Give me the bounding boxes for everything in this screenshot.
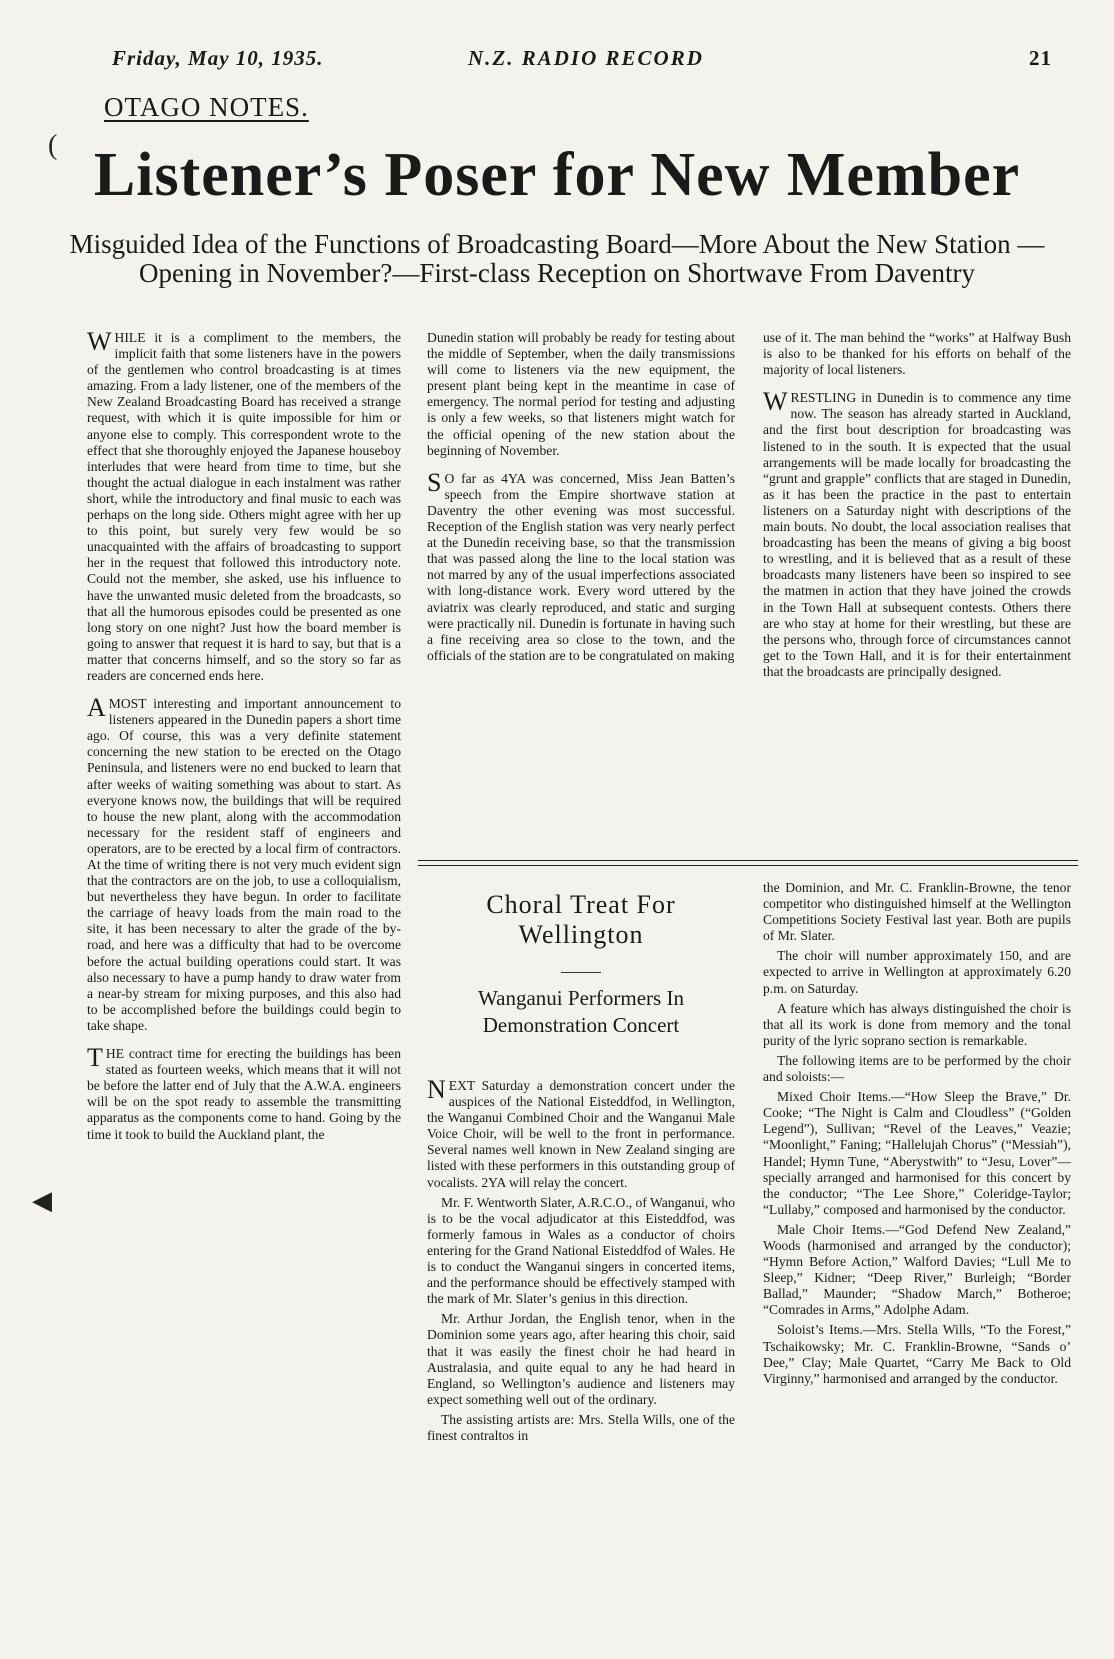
drop-cap: W [87,327,112,356]
article-column-3 [763,330,1071,684]
drop-cap: T [87,1043,103,1073]
publication-name: N.Z. RADIO RECORD [468,46,704,70]
section-divider [418,860,1078,866]
paragraph: The assisting artists are: Mrs. Stella Wills, one of the finest contraltos in [427,1411,735,1443]
paragraph: A feature which has always distinguished the choir is that all its work is done from memory and the tonal purity of the lyric soprano section is remarkable. [763,1000,1071,1048]
issue-date: Friday, May 10, 1935. [112,46,324,70]
paragraph: NEXT Saturday a demonstration concert under the auspices of the National Eisteddfod, in Wellington, the Wanganui Combined Choir and the Wanganui Male Voice Choir, will be well to the front in performance. Several names well known in New Zealand singing are listed with these performers in this outstanding group of vocalists. 2YA will relay the concert. [427,1075,735,1190]
paragraph: use of it. The man behind the “works” at Halfway Bush is also to be thanked for his efforts on behalf of the majority of local listeners. [763,330,1071,378]
paragraph: A MOST interesting and important announcement to listeners appeared in the Dunedin papers a short time ago. Of course, this was a very definite statement concerning the new station to be erected on the Otago Peninsula, and listeners were no end bucked to learn that after weeks of waiting something was about to start. As everyone knows now, the buildings that will be required to house the new plant, along with the accommodation necessary for the resident staff of engineers and operators, are to be erected by a local firm of contractors. At the time of writing there is not very much evident sign that the contractors are on the job, to use a colloquialism, but nevertheless they have begun. In order to facilitate the carriage of heavy loads from the main road to the site, it has been necessary to alter the grade of the by-road, and here was a difficulty that had to be overcome before the actual building operations could start. It was also necessary to have a pump handy to draw water from a near-by stream for mixing purposes, and this also had to be accomplished before the buildings could begin to take shape. [87,693,401,1033]
article-headline: Listener’s Poser for New Member [93,141,1021,209]
paragraph: The following items are to be performed by the choir and soloists:— [763,1052,1071,1085]
paragraph: THE contract time for erecting the buildings has been stated as fourteen weeks, which means that it will not be before the latter end of July that the A.W.A. engineers will be on the spot ready to assemble the transmitting apparatus as the components come to hand. Going by the time it took to build the Auckland plant, the [87,1043,401,1142]
page-number: 21 [1029,46,1052,70]
choral-headline: Choral Treat For Wellington [486,890,676,949]
paragraph: S O far as 4YA was concerned, Miss Jean Batten’s speech from the Empire shortwave station at Daventry the other evening was most successful. Reception of the English station was very nearly perfect at the Dunedin receiving base, so that the transmission that was passed along the line to the local station was not marred by any of the usual imperfections associated with long-distance work. Every word uttered by the aviatrix was clearly reproduced, and static and surging were practically nil. Dunedin is fortunate in having such a fine receiving area so close to the town, and the officials of the station are to be congratulated on making [427,467,735,663]
margin-arrow-icon: ◀ [32,1186,52,1215]
choral-column-1 [427,1075,735,1448]
paragraph: Mr. Arthur Jordan, the English tenor, when in the Dominion some years ago, after hearing this choir, said that it was easily the finest choir he had heard in Australasia, and quite equal to any he had heard in England, so Wellington’s audience and listeners may expect something well out of the ordinary. [427,1311,735,1407]
paragraph: Dunedin station will probably be ready for testing about the middle of September, when the daily transmissions will come to listeners via the new equipment, the present plant being kept in the meantime in case of emergency. The normal period for testing and adjusting is only a few weeks, so that listeners might watch for the official opening of the new station about the beginning of November. [427,330,735,458]
paragraph: Soloist’s Items.—Mrs. Stella Wills, “To the Forest,” Tschaikowsky; Mr. C. Franklin-Browne, “Sands o’ Dee,” Clay; Male Quartet, “Carry Me Back to Old Virginny,” harmonised and arranged by the conductor. [763,1322,1071,1386]
drop-cap: S [427,467,442,497]
paragraph: The choir will number approximately 150, and are expected to arrive in Wellington at approximately 6.20 p.m. on Saturday. [763,948,1071,996]
paragraph: Mr. F. Wentworth Slater, A.R.C.O., of Wanganui, who is to be the vocal adjudicator at this Eisteddfod, was formerly famous in Wales as a conductor of choirs entering for the Grand National Eisteddfod of Wales. He is to conduct the Wanganui singers in concerted items, and the performance should be effectively stamped with the mark of Mr. Slater’s genius in this direction. [427,1194,735,1307]
headline-divider [561,972,601,973]
section-title: OTAGO NOTES. [104,92,309,122]
paragraph: the Dominion, and Mr. C. Franklin-Browne, the tenor competitor who distinguished himself at the Wellington Competitions Society Festival last year. Both are pupils of Mr. Slater. [763,880,1071,944]
margin-bracket-icon: ( [48,130,58,161]
paragraph: Mixed Choir Items.—“How Sleep the Brave,” Dr. Cooke; “The Night is Calm and Cloudless” (“Golden Legend”), Sullivan; “Revel of the Leaves,” Veazie; “Moonlight,” Faning; “Hallelujah Chorus” (“Messiah”), Handel; Hymn Tune, “Aberystwith” to “Jesu, Lover”—specially arranged and harmonised for this concert by the conductor; “The Lee Shore,” Coleridge-Taylor; “Lullaby,” composed and harmonised by the conductor. [763,1089,1071,1217]
masthead [112,46,1052,76]
drop-cap: W [763,387,788,417]
paragraph: WRESTLING in Dunedin is to commence any time now. The season has already started in Auckland, and the first bout description for broadcasting was listened to in the south. It is expected that the usual arrangements will be made locally for broadcasting the “grunt and grapple” conflicts that are staged in Dunedin, as it has been the practice in the past to entertain listeners on a Saturday night with descriptions of the main bouts. No doubt, the local association realises that broadcasting has been the means of giving a big boost to wrestling, and it is believed that as a result of these broadcasts many listeners have been so inspired to see the matmen in action that they have joined the crowds in the Town Hall at subsequent contests. Others there are who stay at home for their wrestling, but these are the persons who, through force of circumstances cannot get to the Town Hall, and it is for their entertainment that the broadcasts are principally designed. [763,387,1071,679]
choral-column-2 [763,880,1071,1391]
article-deck: Misguided Idea of the Functions of Broadcasting Board—More About the New Station — Opening in November?—First-class Reception on Shortwave From Daventry [69,229,1045,288]
drop-cap: N [427,1075,446,1104]
paragraph: Male Choir Items.—“God Defend New Zealand,” Woods (harmonised and arranged by the conductor); “Hymn Before Action,” Walford Davies; “Lull Me to Sleep,” Kidner; “Deep River,” Burleigh; “Border Ballad,” Maunder; “Shadow March,” Botheroe; “Comrades in Arms,” Adolphe Adam. [763,1221,1071,1318]
drop-cap: A [87,693,106,723]
article-column-2 [427,330,735,668]
article-column-1 [87,327,401,1147]
choral-subhead: Wanganui Performers In Demonstration Concert [478,986,684,1037]
paragraph: WHILE it is a compliment to the members, the implicit faith that some listeners have in the powers of the gentlemen who control broadcasting is at times amazing. From a lady listener, one of the members of the New Zealand Broadcasting Board has received a strange request, with which it is quite impossible for him or anyone else to comply. This correspondent wrote to the effect that she thoroughly enjoyed the Japanese houseboy interludes that were heard from time to time, but she thought the actual dialogue in each instalment was rather short, while the introductory and final music to each was perhaps on the long side. Others might agree with her up to this point, but surely very few would be so unacquainted with the affairs of broadcasting to support her in the request that followed this introductory note. Could not the member, she asked, use his influence to have the unwanted music deleted from the broadcasts, so that all the humorous episodes could be presented as one long story on one night? Just how the board member is going to answer that request it is hard to say, but that is a matter that concerns himself, and so the story so far as readers are concerned ends here. [87,327,401,683]
